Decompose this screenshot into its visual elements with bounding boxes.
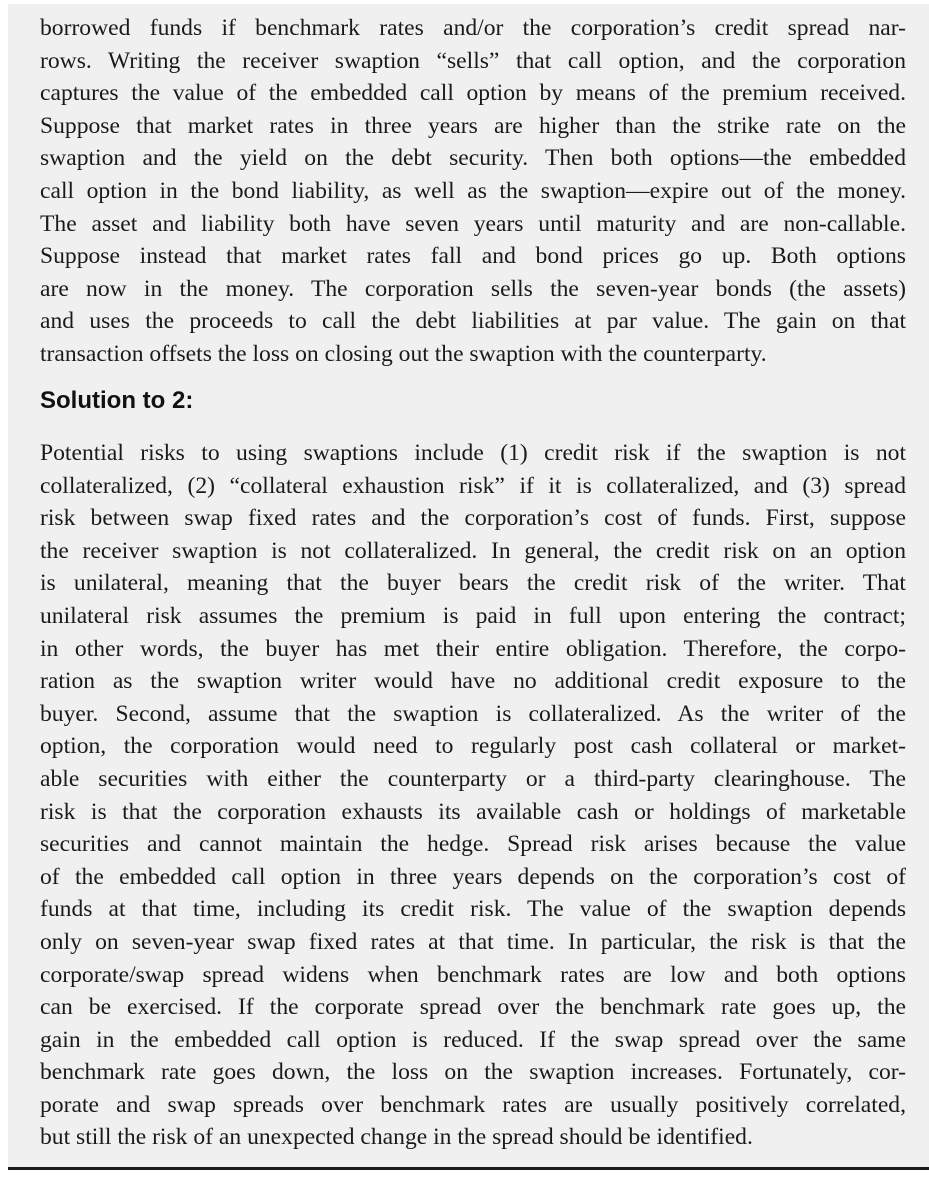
text-line: only on seven-year swap fixed rates at that time. In particular, the risk is that the [40,928,906,955]
text-line: call option in the bond liability, as well as the swaption—expire out of the money. [40,177,906,204]
text-line: collateralized, (2) “collateral exhaustion risk” if it is collateralized, and (3) spread [40,472,906,499]
text-line: Suppose instead that market rates fall and bond prices go up. Both options [40,243,906,270]
text-line: swaption and the yield on the debt security. Then both options—the embedded [40,145,906,172]
text-line: rows. Writing the receiver swaption “sells” that call option, and the corporation [40,47,906,74]
text-line: Suppose that market rates in three years are higher than the strike rate on the [40,112,906,139]
text-line: ration as the swaption writer would have no additional credit exposure to the [40,668,906,695]
text-line: of the embedded call option in three years depends on the corporation’s cost of [40,863,906,890]
text-line: captures the value of the embedded call option by means of the premium received. [40,80,906,107]
text-line: corporate/swap spread widens when benchmark rates are low and both options [40,961,906,988]
text-line: funds at that time, including its credit risk. The value of the swaption depends [40,896,906,923]
text-line: porate and swap spreads over benchmark rates are usually positively correlated, [40,1091,906,1118]
text-line: gain in the embedded call option is reduced. If the swap spread over the same [40,1026,906,1053]
text-line: can be exercised. If the corporate spread over the benchmark rate goes up, the [40,994,906,1021]
text-line: and uses the proceeds to call the debt liabilities at par value. The gain on that [40,308,906,335]
text-line: borrowed funds if benchmark rates and/or the corporation’s credit spread nar- [40,15,906,41]
paragraph-solution-2 [40,437,906,1154]
text-line: is unilateral, meaning that the buyer bears the credit risk of the writer. That [40,570,906,597]
text-line: securities and cannot maintain the hedge. Spread risk arises because the value [40,831,906,858]
text-line: The asset and liability both have seven years until maturity and are non-callable. [40,210,906,237]
text-line: transaction offsets the loss on closing out the swaption with the counterparty. [40,340,767,367]
section-heading: Solution to 2: [40,387,194,414]
text-line: are now in the money. The corporation sells the seven-year bonds (the assets) [40,275,906,302]
text-line: buyer. Second, assume that the swaption is collateralized. As the writer of the [40,700,906,727]
text-line: benchmark rate goes down, the loss on the swaption increases. Fortunately, cor- [40,1059,906,1086]
bottom-rule-divider [8,1167,929,1170]
text-line: Potential risks to using swaptions include (1) credit risk if the swaption is not [40,440,906,466]
text-line: risk between swap fixed rates and the corporation’s cost of funds. First, suppose [40,505,906,532]
text-line: but still the risk of an unexpected change in the spread should be identified. [40,1124,753,1151]
text-line: option, the corporation would need to regularly post cash collateral or market- [40,733,906,760]
text-line: the receiver swaption is not collateralized. In general, the credit risk on an option [40,537,906,564]
text-line: able securities with either the counterparty or a third-party clearinghouse. The [40,765,906,792]
text-line: risk is that the corporation exhausts its available cash or holdings of marketable [40,798,906,825]
text-line: in other words, the buyer has met their entire obligation. Therefore, the corpo- [40,635,906,662]
paragraph-solution-1-continued [40,12,906,371]
text-line: unilateral risk assumes the premium is paid in full upon entering the contract; [40,602,906,629]
